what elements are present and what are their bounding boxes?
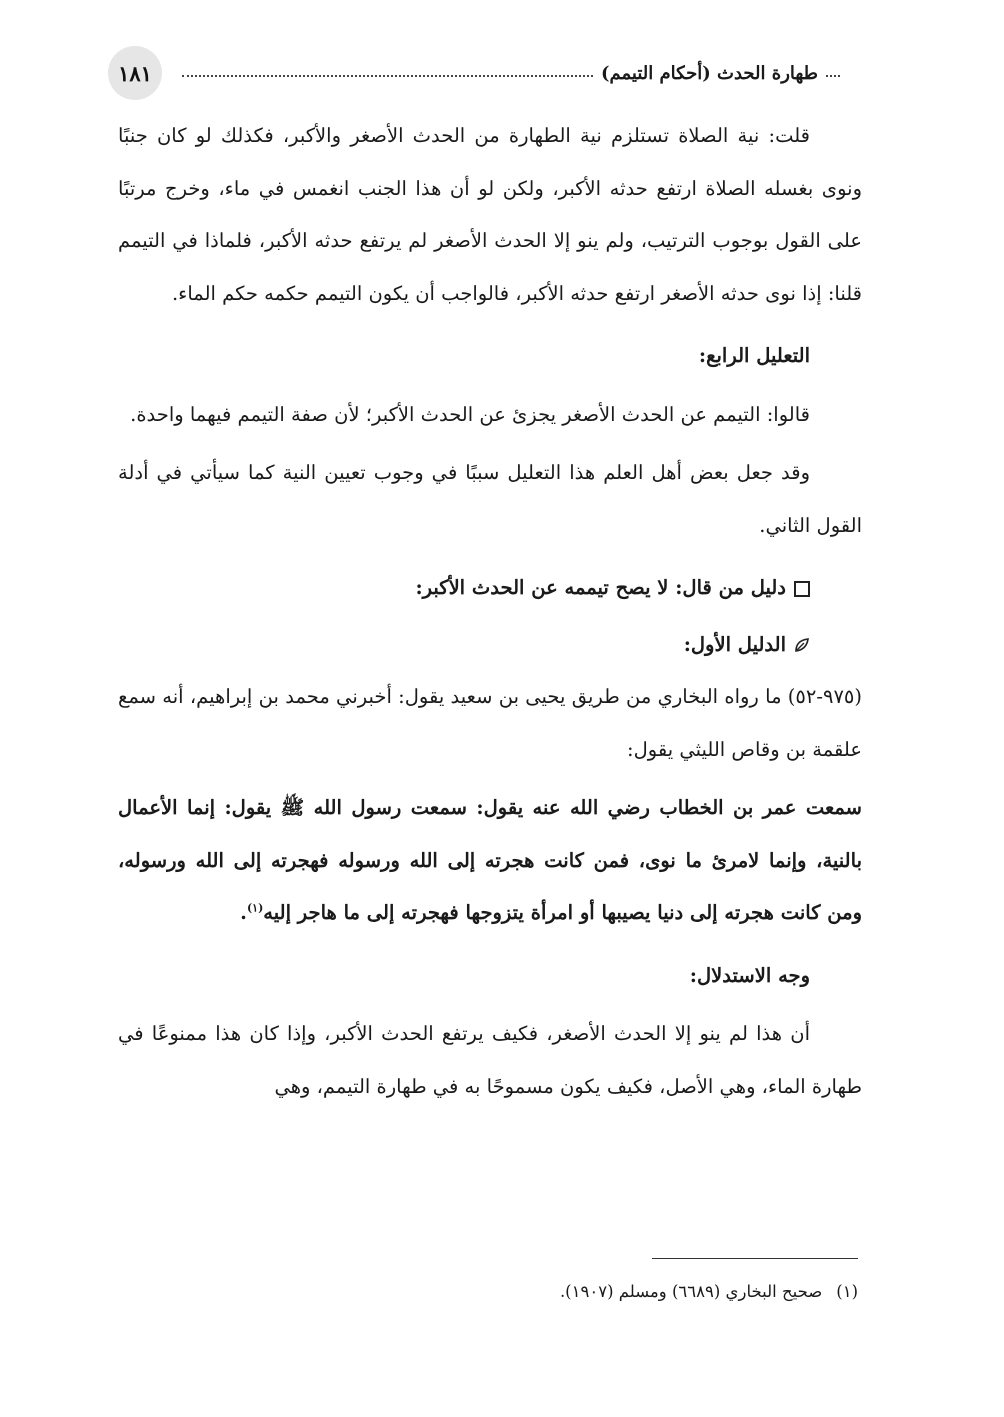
footnote-number: (١) [836, 1282, 858, 1301]
paragraph-hadith-text [118, 782, 862, 940]
footnote [138, 1278, 858, 1306]
footnote-reference: (١) [246, 901, 264, 915]
heading-fourth-reasoning: التعليل الرابع: [698, 344, 810, 367]
chapter-title: طهارة الحدث (أحكام التيمم) [601, 62, 818, 84]
hadith-text: سمعت عمر بن الخطاب رضي الله عنه يقول: سمعت رسول الله ﷺ يقول: إنما الأعمال بالنية، وإنما لامرئ ما نوى، فمن كانت هجرته إلى الله ورسوله فهجرته إلى الله ورسوله، ومن كانت هجرته إلى دنيا يصيبها أو امرأة يتزوجها فهجرته إلى ما هاجر إليه [118, 796, 862, 924]
running-header [108, 44, 848, 100]
paragraph-hadith-chain: (٩٧٥-٥٢) ما رواه البخاري من طريق يحيى بن سعيد يقول: أخبرني محمد بن إبراهيم، أنه سمع علقمة بن وقاص الليثي يقول: [118, 685, 862, 761]
paragraph-argument: قلت: نية الصلاة تستلزم نية الطهارة من الحدث الأصغر والأكبر، فكذلك لو كان جنبًا ونوى بغسله الصلاة ارتفع حدثه الأكبر، ولكن لو أن هذا الجنب انغمس في ماء، وخرج مرتبًا على القول بوجوب الترتيب، ولم ينو إلا الحدث الأصغر لم يرتفع حدثه الأكبر، فلماذا في التيمم قلنا: إذا نوى حدثه الأصغر ارتفع حدثه الأكبر، فالواجب أن يكون التيمم حكمه حكم الماء. [118, 124, 862, 305]
header-dot-leader [182, 75, 593, 77]
heading-inference: وجه الاستدلال: [689, 963, 810, 987]
footnote-text: صحيح البخاري (٦٦٨٩) ومسلم (١٩٠٧). [559, 1282, 823, 1301]
heading-evidence-text: دليل من قال: لا يصح تيممه عن الحدث الأكبر: [415, 576, 786, 599]
footnote-separator [652, 1258, 858, 1259]
heading-evidence-of-opposing-view [118, 562, 862, 615]
heading-first-evidence-text: الدليل الأول: [683, 632, 786, 656]
paragraph-some-scholars: وقد جعل بعض أهل العلم هذا التعليل سببًا في وجوب تعيين النية كما سيأتي في أدلة القول الثاني. [118, 461, 862, 537]
hadith-end-punct: . [240, 901, 247, 924]
page-number-badge: ١٨١ [108, 46, 162, 100]
paragraph-inference: أن هذا لم ينو إلا الحدث الأصغر، فكيف يرتفع الحدث الأكبر، وإذا كان هذا ممنوعًا في طهارة الماء، وهي الأصل، فكيف يكون مسموحًا به في طهارة التيمم، وهي [118, 1022, 862, 1098]
page-body [118, 110, 862, 1113]
heading-first-evidence [118, 619, 862, 672]
leaf-ornament-icon [794, 637, 810, 653]
header-title-row [174, 58, 848, 88]
header-dot-leader-right [826, 75, 840, 77]
paragraph-they-said: قالوا: التيمم عن الحدث الأصغر يجزئ عن الحدث الأكبر؛ لأن صفة التيمم فيهما واحدة. [130, 402, 810, 426]
square-outline-icon [794, 581, 810, 597]
